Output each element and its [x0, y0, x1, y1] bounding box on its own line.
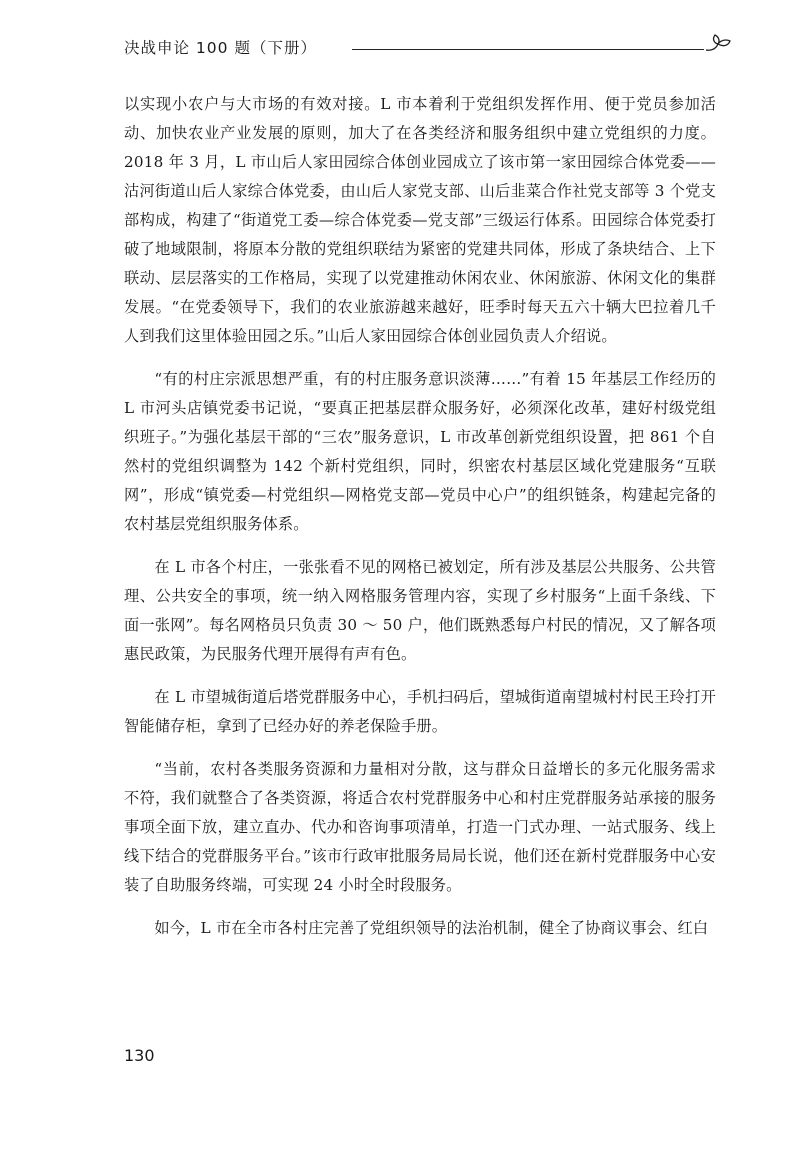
header-rule — [352, 49, 704, 50]
book-title: 决战申论 100 题（下册） — [124, 39, 317, 57]
paragraph: 在 L 市各个村庄，一张张看不见的网格已被划定，所有涉及基层公共服务、公共管理、公共安全的事项，统一纳入网格服务管理内容，实现了乡村服务“上面千条线、下面一张网”。每名网格员只负责 30 ～ 50 户，他们既熟悉每户村民的情况，又了解各项惠民政策，为民服务代理开展得有声有色。 — [124, 558, 716, 663]
body-text — [124, 90, 716, 943]
paragraph: “当前，农村各类服务资源和力量相对分散，这与群众日益增长的多元化服务需求不符，我们就整合了各类资源，将适合农村党群服务中心和村庄党群服务站承接的服务事项全面下放，建立直办、代办和咨询事项清单，打造一门式办理、一站式服务、线上线下结合的党群服务平台。”该市行政审批服务局局长说，他们还在新村党群服务中心安装了自助服务终端，可实现 24 小时全时段服务。 — [124, 760, 716, 894]
paragraph: “有的村庄宗派思想严重，有的村庄服务意识淡薄……”有着 15 年基层工作经历的 L 市河头店镇党委书记说，“要真正把基层群众服务好，必须深化改革，建好村级党组织班子。”为强化基层干部的“三农”服务意识，L 市改革创新党组织设置，把 861 个自然村的党组织调整为 142 个新村党组织，同时，织密农村基层区域化党建服务“互联网”，形成“镇党委—村党组织—网格党支部—党员中心户”的组织链条，构建起完备的农村基层党组织服务体系。 — [124, 370, 716, 533]
running-header — [124, 30, 736, 60]
leaf-sprout-icon — [702, 30, 734, 56]
paragraph: 如今，L 市在全市各村庄完善了党组织领导的法治机制，健全了协商议事会、红白 — [154, 919, 709, 937]
paragraph: 以实现小农户与大市场的有效对接。L 市本着利于党组织发挥作用、便于党员参加活动、加快农业产业发展的原则，加大了在各类经济和服务组织中建立党组织的力度。2018 年 3 月，L 市山后人家田园综合体创业园成立了该市第一家田园综合体党委——沽河街道山后人家综合体党委，由山后人家党支部、山后韭菜合作社党支部等 3 个党支部构成，构建了“街道党工委—综合体党委—党支部”三级运行体系。田园综合体党委打破了地域限制，将原本分散的党组织联结为紧密的党建共同体，形成了条块结合、上下联动、层层落实的工作格局，实现了以党建推动休闲农业、休闲旅游、休闲文化的集群发展。“在党委领导下，我们的农业旅游越来越好，旺季时每天五六十辆大巴拉着几千人到我们这里体验田园之乐。”山后人家田园综合体创业园负责人介绍说。 — [124, 95, 716, 345]
paragraph: 在 L 市望城街道后塔党群服务中心，手机扫码后，望城街道南望城村村民王玲打开智能储存柜，拿到了已经办好的养老保险手册。 — [124, 688, 716, 735]
page-number: 130 — [124, 1046, 155, 1065]
